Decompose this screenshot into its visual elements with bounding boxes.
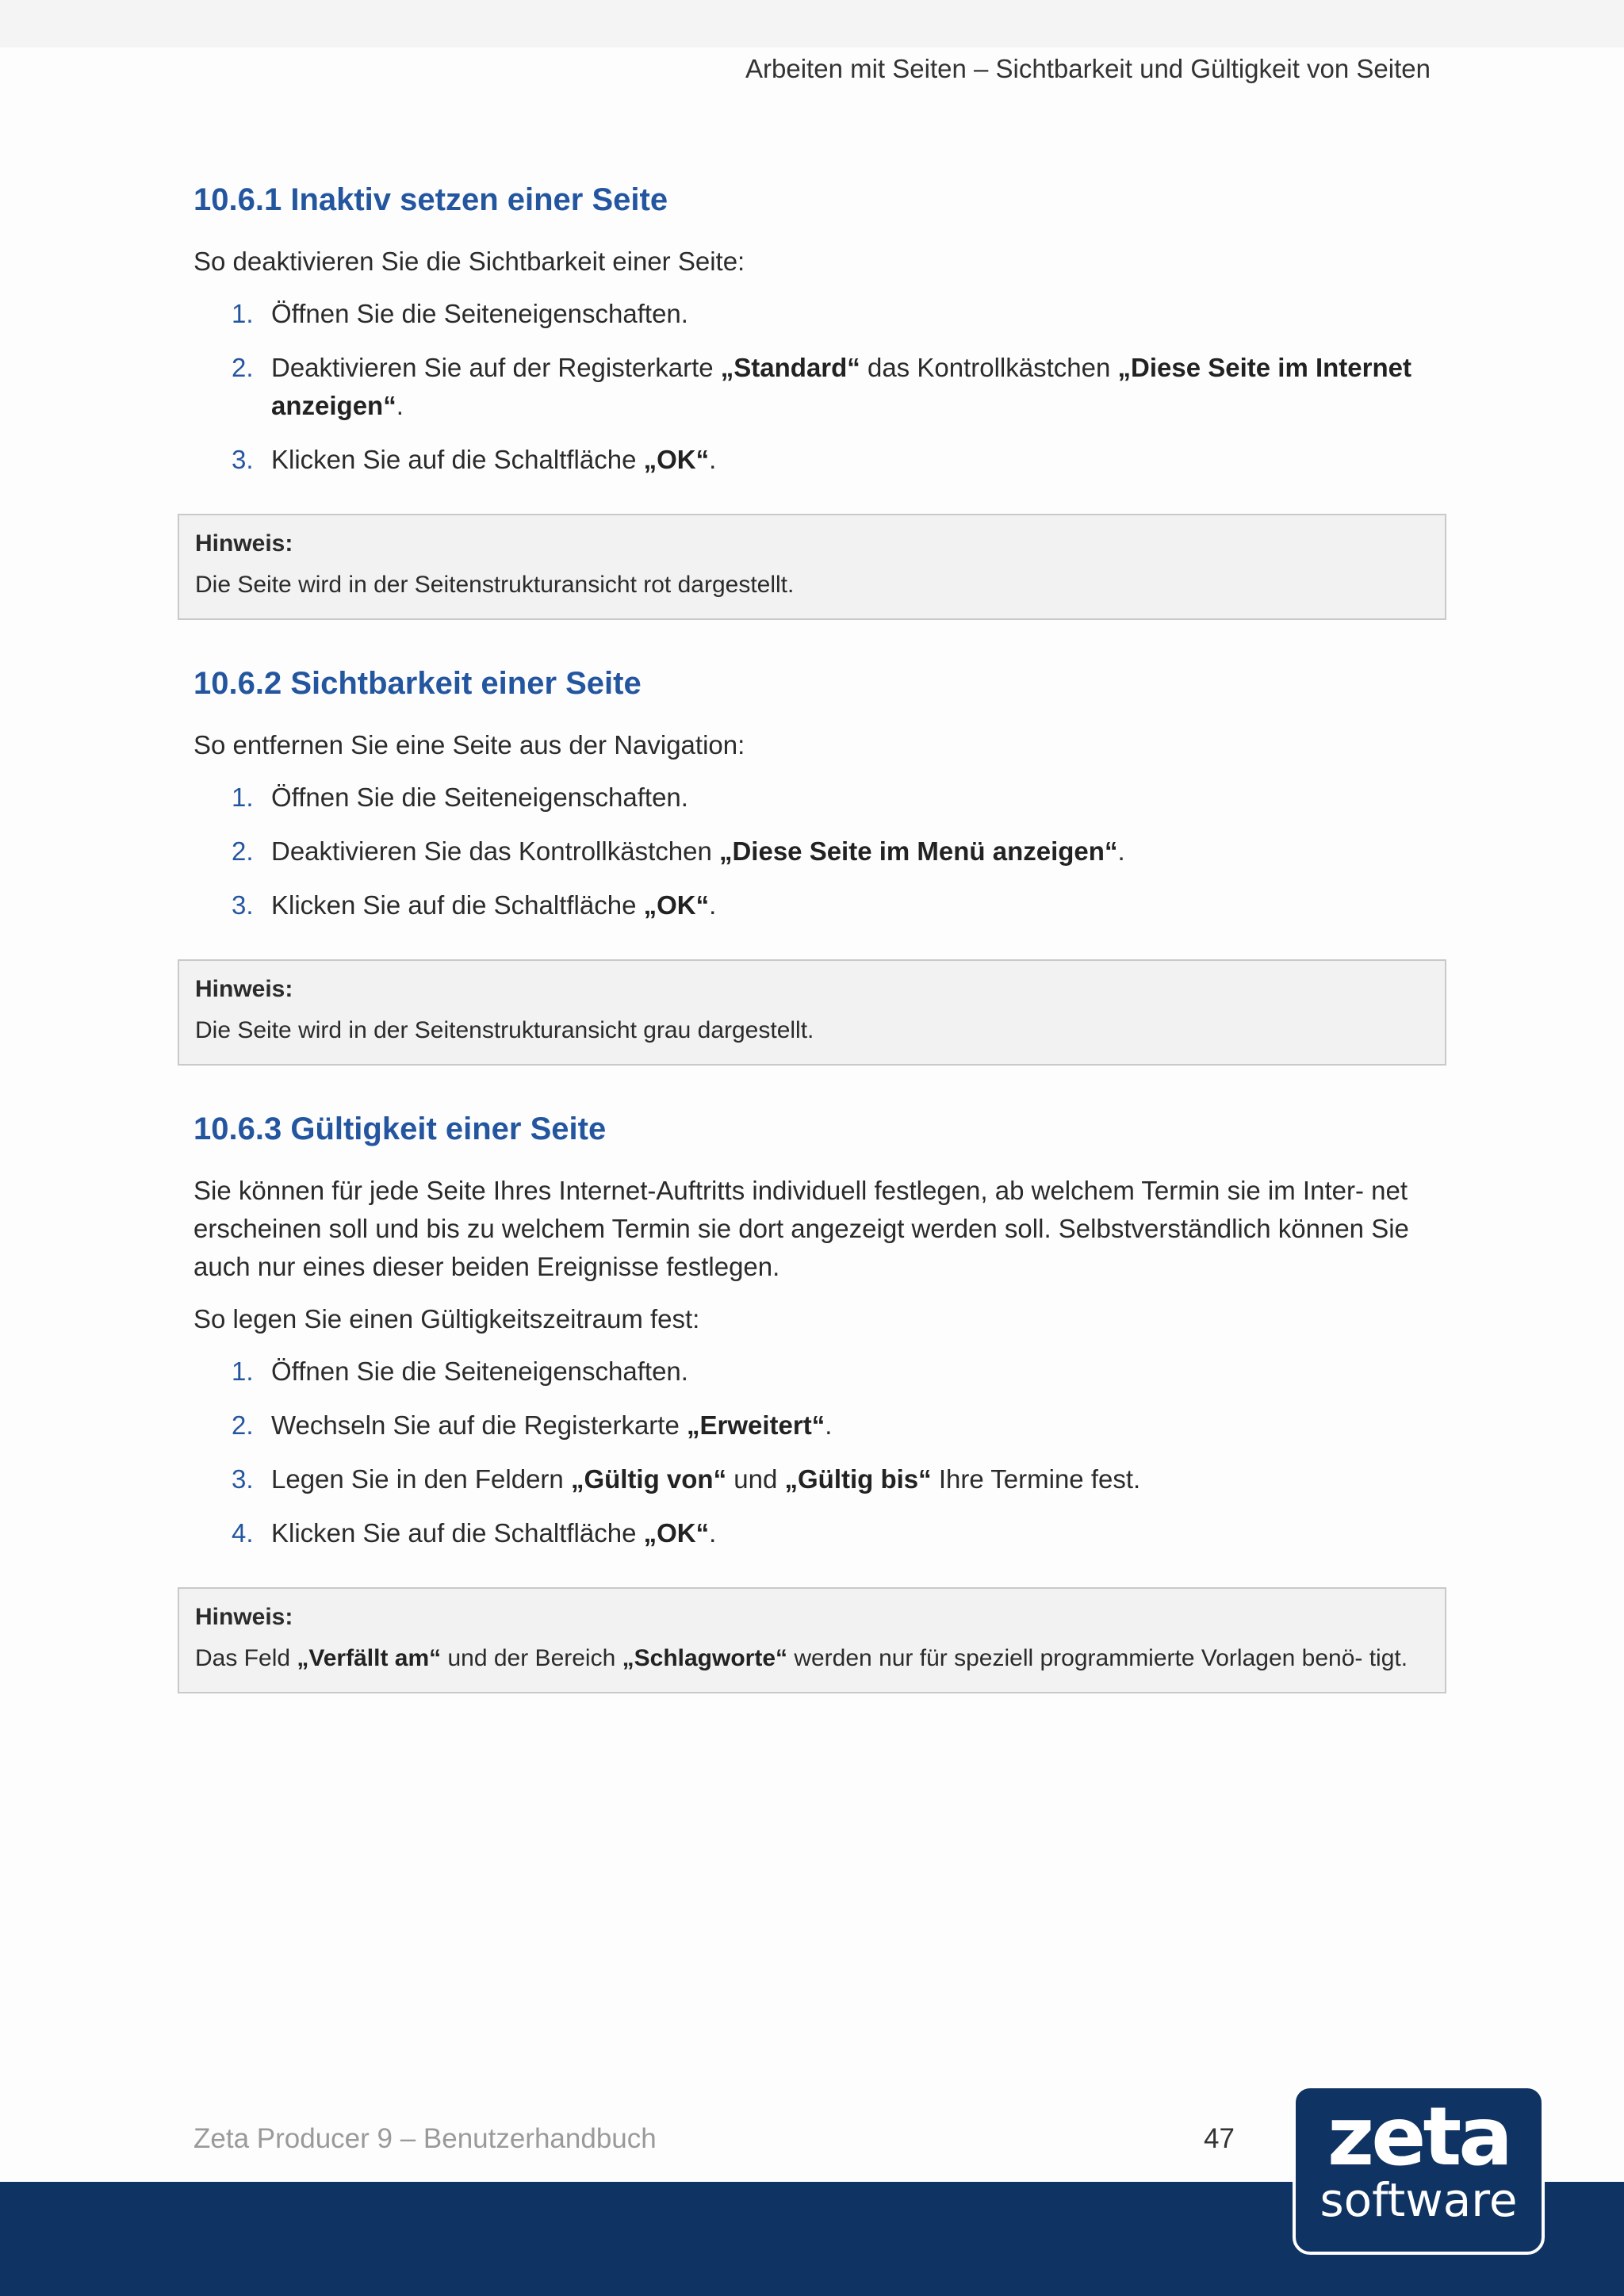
section-10-6-1 xyxy=(193,181,1431,620)
note-text-run: Die Seite wird in der Seitenstrukturansicht rot dargestellt. xyxy=(195,572,795,598)
logo-subtitle: software xyxy=(1320,2173,1518,2227)
step-number: 1. xyxy=(232,783,254,812)
step-text: Klicken Sie auf die Schaltfläche xyxy=(271,890,644,920)
note-text xyxy=(195,1641,1429,1676)
step-item xyxy=(193,886,1431,924)
section-intro: So legen Sie einen Gültigkeitszeitraum fest: xyxy=(193,1304,700,1334)
steps-list xyxy=(193,779,1431,924)
note-text-bold: „Schlagworte“ xyxy=(622,1645,787,1671)
section-heading: 10.6.3 Gültigkeit einer Seite xyxy=(193,1112,607,1146)
step-text-bold: „Diese Seite im Menü anzeigen“ xyxy=(718,836,1118,866)
section-intro: So deaktivieren Sie die Sichtbarkeit einer Seite: xyxy=(193,247,745,276)
step-number: 2. xyxy=(232,1410,254,1440)
note-text-run: und der Bereich xyxy=(441,1645,622,1671)
note-title: Hinweis: xyxy=(195,530,293,557)
step-text: Öffnen Sie die Seiteneigenschaften. xyxy=(271,783,688,812)
logo-wordmark: zeta xyxy=(1327,2090,1511,2184)
step-number: 4. xyxy=(232,1518,254,1548)
note-title: Hinweis: xyxy=(195,1604,293,1630)
step-text-bold: „Diese Seite im Internet anzeigen“ xyxy=(271,353,1411,420)
step-text: Wechseln Sie auf die Registerkarte xyxy=(271,1410,687,1440)
note-text xyxy=(195,1013,1429,1048)
step-text-bold: „Gültig bis“ xyxy=(784,1464,932,1494)
step-text: Deaktivieren Sie auf der Registerkarte xyxy=(271,353,721,382)
note-box xyxy=(178,1587,1446,1693)
step-text: . xyxy=(709,445,717,474)
zeta-software-logo xyxy=(1293,2085,1545,2255)
step-number: 3. xyxy=(232,890,254,920)
note-text-run: Das Feld xyxy=(195,1645,297,1671)
page-number: 47 xyxy=(1204,2123,1235,2154)
page-content xyxy=(193,181,1431,1693)
running-header: Arbeiten mit Seiten – Sichtbarkeit und Gültigkeit von Seiten xyxy=(745,54,1431,83)
step-number: 2. xyxy=(232,353,254,382)
step-item xyxy=(193,1460,1431,1498)
section-10-6-3 xyxy=(193,1110,1431,1693)
note-text-bold: „Verfällt am“ xyxy=(297,1645,442,1671)
step-item xyxy=(193,295,1431,333)
footer-book-title: Zeta Producer 9 – Benutzerhandbuch xyxy=(193,2123,657,2154)
step-item xyxy=(193,779,1431,817)
step-text: Ihre Termine fest. xyxy=(931,1464,1141,1494)
step-item xyxy=(193,1353,1431,1391)
note-box xyxy=(178,959,1446,1066)
step-text: Legen Sie in den Feldern xyxy=(271,1464,571,1494)
step-item xyxy=(193,1406,1431,1445)
step-text: . xyxy=(1117,836,1125,866)
step-item xyxy=(193,832,1431,871)
note-box xyxy=(178,514,1446,620)
step-number: 3. xyxy=(232,1464,254,1494)
step-text: das Kontrollkästchen xyxy=(860,353,1118,382)
step-text-bold: „OK“ xyxy=(643,1518,710,1548)
step-text: Klicken Sie auf die Schaltfläche xyxy=(271,445,644,474)
step-number: 1. xyxy=(232,1357,254,1386)
step-number: 3. xyxy=(232,445,254,474)
step-text: Klicken Sie auf die Schaltfläche xyxy=(271,1518,644,1548)
step-text: . xyxy=(709,1518,717,1548)
step-text: Öffnen Sie die Seiteneigenschaften. xyxy=(271,1357,688,1386)
step-text-bold: „OK“ xyxy=(643,445,710,474)
note-title: Hinweis: xyxy=(195,976,293,1002)
section-paragraph: Sie können für jede Seite Ihres Internet-Auftritts individuell festlegen, ab welchem Termin sie im Inter- net erscheinen soll und bis zu welchem Termin sie dort angezeigt werden soll. Selbstverständlich können Sie auch nur eines dieser beiden Ereignisse festlegen. xyxy=(193,1176,1409,1281)
step-text-bold: „OK“ xyxy=(643,890,710,920)
note-text-run: Die Seite wird in der Seitenstrukturansicht grau dargestellt. xyxy=(195,1017,814,1043)
step-text-bold: „Standard“ xyxy=(720,353,860,382)
top-strip xyxy=(0,0,1624,48)
step-text: und xyxy=(726,1464,785,1494)
step-text: . xyxy=(709,890,717,920)
section-heading: 10.6.1 Inaktiv setzen einer Seite xyxy=(193,182,668,217)
step-text-bold: „Erweitert“ xyxy=(687,1410,825,1440)
step-item xyxy=(193,441,1431,479)
steps-list xyxy=(193,295,1431,479)
note-text xyxy=(195,568,1429,603)
section-10-6-2 xyxy=(193,664,1431,1066)
section-intro: So entfernen Sie eine Seite aus der Navigation: xyxy=(193,730,745,760)
section-heading: 10.6.2 Sichtbarkeit einer Seite xyxy=(193,666,642,701)
step-text: . xyxy=(825,1410,833,1440)
step-text-bold: „Gültig von“ xyxy=(570,1464,727,1494)
step-number: 2. xyxy=(232,836,254,866)
step-text: Deaktivieren Sie das Kontrollkästchen xyxy=(271,836,719,866)
step-number: 1. xyxy=(232,299,254,328)
step-item xyxy=(193,349,1431,425)
note-text-run: werden nur für speziell programmierte Vorlagen benö- tigt. xyxy=(787,1645,1408,1671)
step-item xyxy=(193,1514,1431,1552)
steps-list xyxy=(193,1353,1431,1552)
step-text: . xyxy=(396,391,404,420)
step-text: Öffnen Sie die Seiteneigenschaften. xyxy=(271,299,688,328)
